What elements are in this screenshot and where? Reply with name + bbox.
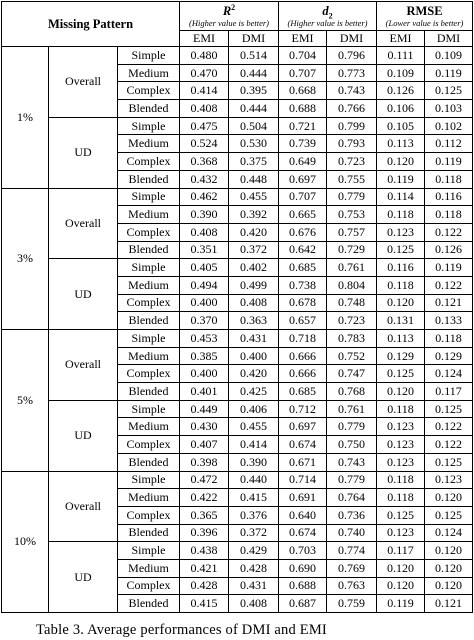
value-cell: 0.688 — [279, 100, 327, 118]
value-cell: 0.671 — [279, 453, 327, 471]
value-cell: 0.804 — [327, 276, 377, 294]
value-cell: 0.113 — [377, 330, 425, 348]
value-cell: 0.779 — [327, 188, 377, 206]
value-cell: 0.126 — [425, 241, 473, 259]
value-cell: 0.372 — [229, 524, 279, 542]
value-cell: 0.102 — [425, 117, 473, 135]
metric-r2-note: (Higher value is better) — [188, 18, 270, 28]
missing-rate-cell: 5% — [2, 330, 49, 472]
value-cell: 0.121 — [425, 294, 473, 312]
pattern-cell: Simple — [118, 400, 180, 418]
value-cell: 0.774 — [327, 542, 377, 560]
value-cell: 0.398 — [180, 453, 229, 471]
value-cell: 0.425 — [229, 383, 279, 401]
metric-rmse-note: (Lower value is better) — [385, 18, 464, 28]
value-cell: 0.125 — [425, 453, 473, 471]
table-row — [2, 188, 473, 206]
value-cell: 0.125 — [377, 365, 425, 383]
pattern-cell: Blended — [118, 595, 180, 613]
pattern-cell: Complex — [118, 365, 180, 383]
value-cell: 0.408 — [229, 294, 279, 312]
value-cell: 0.449 — [180, 400, 229, 418]
pattern-cell: Medium — [118, 418, 180, 436]
pattern-cell: Simple — [118, 542, 180, 560]
value-cell: 0.455 — [229, 418, 279, 436]
value-cell: 0.117 — [377, 542, 425, 560]
value-cell: 0.747 — [327, 365, 377, 383]
value-cell: 0.125 — [377, 506, 425, 524]
value-cell: 0.690 — [279, 559, 327, 577]
value-cell: 0.764 — [327, 489, 377, 507]
value-cell: 0.123 — [425, 471, 473, 489]
value-cell: 0.118 — [377, 471, 425, 489]
value-cell: 0.420 — [229, 365, 279, 383]
value-cell: 0.363 — [229, 312, 279, 330]
metric-d2-sub: 2 — [328, 11, 333, 21]
missing-rate-cell: 10% — [2, 471, 49, 613]
value-cell: 0.691 — [279, 489, 327, 507]
value-cell: 0.421 — [180, 559, 229, 577]
value-cell: 0.761 — [327, 259, 377, 277]
value-cell: 0.123 — [377, 524, 425, 542]
group-cell: UD — [49, 117, 118, 188]
value-cell: 0.103 — [425, 100, 473, 118]
value-cell: 0.688 — [279, 577, 327, 595]
value-cell: 0.697 — [279, 170, 327, 188]
metric-r2-sup: 2 — [231, 2, 236, 12]
pattern-cell: Medium — [118, 559, 180, 577]
value-cell: 0.453 — [180, 330, 229, 348]
value-cell: 0.444 — [229, 64, 279, 82]
value-cell: 0.118 — [425, 330, 473, 348]
value-cell: 0.676 — [279, 223, 327, 241]
pattern-cell: Simple — [118, 188, 180, 206]
value-cell: 0.125 — [425, 400, 473, 418]
value-cell: 0.414 — [180, 82, 229, 100]
value-cell: 0.121 — [425, 595, 473, 613]
value-cell: 0.123 — [377, 223, 425, 241]
value-cell: 0.649 — [279, 153, 327, 171]
table-row — [2, 47, 473, 65]
value-cell: 0.524 — [180, 135, 229, 153]
pattern-cell: Medium — [118, 347, 180, 365]
value-cell: 0.674 — [279, 436, 327, 454]
pattern-cell: Blended — [118, 170, 180, 188]
value-cell: 0.105 — [377, 117, 425, 135]
value-cell: 0.642 — [279, 241, 327, 259]
value-cell: 0.704 — [279, 47, 327, 65]
value-cell: 0.407 — [180, 436, 229, 454]
value-cell: 0.666 — [279, 365, 327, 383]
group-cell: Overall — [49, 47, 118, 118]
table-caption: Table 3. Average performances of DMI and EMI — [36, 622, 327, 638]
value-cell: 0.122 — [425, 276, 473, 294]
value-cell: 0.390 — [229, 453, 279, 471]
value-cell: 0.120 — [377, 153, 425, 171]
value-cell: 0.753 — [327, 206, 377, 224]
pattern-cell: Blended — [118, 524, 180, 542]
missing-pattern-header — [2, 2, 180, 47]
value-cell: 0.122 — [425, 436, 473, 454]
value-cell: 0.779 — [327, 471, 377, 489]
value-cell: 0.118 — [377, 489, 425, 507]
metric-d2-header — [279, 2, 377, 31]
value-cell: 0.120 — [377, 383, 425, 401]
value-cell: 0.120 — [425, 489, 473, 507]
value-cell: 0.408 — [180, 223, 229, 241]
value-cell: 0.120 — [377, 559, 425, 577]
value-cell: 0.119 — [425, 259, 473, 277]
value-cell: 0.755 — [327, 170, 377, 188]
value-cell: 0.757 — [327, 223, 377, 241]
value-cell: 0.415 — [180, 595, 229, 613]
group-cell: Overall — [49, 188, 118, 259]
value-cell: 0.703 — [279, 542, 327, 560]
value-cell: 0.118 — [377, 400, 425, 418]
pattern-cell: Blended — [118, 312, 180, 330]
table-row — [2, 117, 473, 135]
value-cell: 0.119 — [425, 153, 473, 171]
value-cell: 0.428 — [229, 559, 279, 577]
method-header: EMI — [180, 31, 229, 47]
value-cell: 0.438 — [180, 542, 229, 560]
value-cell: 0.408 — [229, 595, 279, 613]
value-cell: 0.123 — [377, 418, 425, 436]
value-cell: 0.109 — [425, 47, 473, 65]
value-cell: 0.129 — [425, 347, 473, 365]
pattern-cell: Complex — [118, 436, 180, 454]
pattern-cell: Blended — [118, 241, 180, 259]
value-cell: 0.668 — [279, 82, 327, 100]
value-cell: 0.723 — [327, 153, 377, 171]
value-cell: 0.116 — [377, 259, 425, 277]
metric-rmse-header — [377, 2, 473, 31]
value-cell: 0.718 — [279, 330, 327, 348]
value-cell: 0.743 — [327, 82, 377, 100]
value-cell: 0.480 — [180, 47, 229, 65]
value-cell: 0.674 — [279, 524, 327, 542]
value-cell: 0.122 — [425, 418, 473, 436]
group-cell: UD — [49, 259, 118, 330]
value-cell: 0.125 — [377, 241, 425, 259]
group-cell: UD — [49, 542, 118, 613]
value-cell: 0.405 — [180, 259, 229, 277]
value-cell: 0.118 — [377, 206, 425, 224]
value-cell: 0.408 — [180, 100, 229, 118]
value-cell: 0.430 — [180, 418, 229, 436]
value-cell: 0.750 — [327, 436, 377, 454]
value-cell: 0.687 — [279, 595, 327, 613]
pattern-cell: Complex — [118, 223, 180, 241]
table-row — [2, 330, 473, 348]
value-cell: 0.743 — [327, 453, 377, 471]
pattern-cell: Complex — [118, 153, 180, 171]
value-cell: 0.494 — [180, 276, 229, 294]
value-cell: 0.414 — [229, 436, 279, 454]
value-cell: 0.712 — [279, 400, 327, 418]
table-row — [2, 542, 473, 560]
value-cell: 0.131 — [377, 312, 425, 330]
pattern-cell: Simple — [118, 330, 180, 348]
value-cell: 0.429 — [229, 542, 279, 560]
value-cell: 0.123 — [377, 453, 425, 471]
value-cell: 0.759 — [327, 595, 377, 613]
value-cell: 0.475 — [180, 117, 229, 135]
value-cell: 0.769 — [327, 559, 377, 577]
value-cell: 0.504 — [229, 117, 279, 135]
pattern-cell: Simple — [118, 471, 180, 489]
value-cell: 0.123 — [377, 436, 425, 454]
pattern-cell: Blended — [118, 453, 180, 471]
value-cell: 0.666 — [279, 347, 327, 365]
value-cell: 0.431 — [229, 577, 279, 595]
metric-r2-header — [180, 2, 279, 31]
value-cell: 0.420 — [229, 223, 279, 241]
value-cell: 0.707 — [279, 64, 327, 82]
value-cell: 0.385 — [180, 347, 229, 365]
missing-pattern-label: Missing Pattern — [47, 16, 134, 31]
value-cell: 0.402 — [229, 259, 279, 277]
value-cell: 0.793 — [327, 135, 377, 153]
value-cell: 0.472 — [180, 471, 229, 489]
value-cell: 0.117 — [425, 383, 473, 401]
missing-rate-cell: 3% — [2, 188, 49, 330]
value-cell: 0.400 — [229, 347, 279, 365]
value-cell: 0.499 — [229, 276, 279, 294]
value-cell: 0.401 — [180, 383, 229, 401]
results-table — [1, 1, 473, 613]
value-cell: 0.120 — [425, 577, 473, 595]
pattern-cell: Simple — [118, 117, 180, 135]
value-cell: 0.514 — [229, 47, 279, 65]
missing-rate-cell: 1% — [2, 47, 49, 189]
value-cell: 0.455 — [229, 188, 279, 206]
value-cell: 0.125 — [425, 506, 473, 524]
value-cell: 0.729 — [327, 241, 377, 259]
value-cell: 0.740 — [327, 524, 377, 542]
value-cell: 0.120 — [377, 577, 425, 595]
method-header: DMI — [229, 31, 279, 47]
value-cell: 0.748 — [327, 294, 377, 312]
value-cell: 0.799 — [327, 117, 377, 135]
value-cell: 0.351 — [180, 241, 229, 259]
value-cell: 0.752 — [327, 347, 377, 365]
pattern-cell: Medium — [118, 135, 180, 153]
value-cell: 0.111 — [377, 47, 425, 65]
value-cell: 0.406 — [229, 400, 279, 418]
table-row — [2, 259, 473, 277]
value-cell: 0.120 — [377, 294, 425, 312]
value-cell: 0.470 — [180, 64, 229, 82]
value-cell: 0.432 — [180, 170, 229, 188]
value-cell: 0.685 — [279, 383, 327, 401]
metric-r2-name: R — [222, 4, 232, 18]
value-cell: 0.126 — [377, 82, 425, 100]
value-cell: 0.779 — [327, 418, 377, 436]
value-cell: 0.370 — [180, 312, 229, 330]
value-cell: 0.431 — [229, 330, 279, 348]
value-cell: 0.106 — [377, 100, 425, 118]
value-cell: 0.119 — [377, 170, 425, 188]
value-cell: 0.118 — [377, 276, 425, 294]
table-row — [2, 400, 473, 418]
value-cell: 0.372 — [229, 241, 279, 259]
value-cell: 0.783 — [327, 330, 377, 348]
value-cell: 0.120 — [425, 542, 473, 560]
value-cell: 0.396 — [180, 524, 229, 542]
metric-d2-name: d — [322, 4, 329, 18]
value-cell: 0.133 — [425, 312, 473, 330]
value-cell: 0.739 — [279, 135, 327, 153]
group-cell: UD — [49, 400, 118, 471]
value-cell: 0.678 — [279, 294, 327, 312]
value-cell: 0.113 — [377, 135, 425, 153]
table-body — [2, 47, 473, 613]
value-cell: 0.707 — [279, 188, 327, 206]
pattern-cell: Medium — [118, 276, 180, 294]
value-cell: 0.390 — [180, 206, 229, 224]
value-cell: 0.375 — [229, 153, 279, 171]
value-cell: 0.400 — [180, 365, 229, 383]
value-cell: 0.640 — [279, 506, 327, 524]
value-cell: 0.422 — [180, 489, 229, 507]
metric-rmse-name: RMSE — [406, 4, 443, 18]
pattern-cell: Complex — [118, 577, 180, 595]
pattern-cell: Medium — [118, 64, 180, 82]
value-cell: 0.118 — [425, 206, 473, 224]
value-cell: 0.365 — [180, 506, 229, 524]
method-header: DMI — [327, 31, 377, 47]
value-cell: 0.721 — [279, 117, 327, 135]
value-cell: 0.796 — [327, 47, 377, 65]
value-cell: 0.119 — [377, 595, 425, 613]
value-cell: 0.129 — [377, 347, 425, 365]
value-cell: 0.444 — [229, 100, 279, 118]
value-cell: 0.736 — [327, 506, 377, 524]
pattern-cell: Simple — [118, 259, 180, 277]
value-cell: 0.763 — [327, 577, 377, 595]
pattern-cell: Complex — [118, 82, 180, 100]
value-cell: 0.761 — [327, 400, 377, 418]
value-cell: 0.109 — [377, 64, 425, 82]
value-cell: 0.116 — [425, 188, 473, 206]
value-cell: 0.440 — [229, 471, 279, 489]
value-cell: 0.448 — [229, 170, 279, 188]
pattern-cell: Complex — [118, 294, 180, 312]
value-cell: 0.368 — [180, 153, 229, 171]
table-row — [2, 471, 473, 489]
value-cell: 0.665 — [279, 206, 327, 224]
value-cell: 0.428 — [180, 577, 229, 595]
value-cell: 0.723 — [327, 312, 377, 330]
value-cell: 0.415 — [229, 489, 279, 507]
value-cell: 0.124 — [425, 524, 473, 542]
pattern-cell: Blended — [118, 383, 180, 401]
value-cell: 0.376 — [229, 506, 279, 524]
value-cell: 0.124 — [425, 365, 473, 383]
value-cell: 0.125 — [425, 82, 473, 100]
value-cell: 0.122 — [425, 223, 473, 241]
method-header: DMI — [425, 31, 473, 47]
pattern-cell: Complex — [118, 506, 180, 524]
value-cell: 0.114 — [377, 188, 425, 206]
value-cell: 0.530 — [229, 135, 279, 153]
metric-d2-note: (Higher value is better) — [287, 18, 368, 28]
value-cell: 0.768 — [327, 383, 377, 401]
value-cell: 0.697 — [279, 418, 327, 436]
pattern-cell: Medium — [118, 206, 180, 224]
pattern-cell: Medium — [118, 489, 180, 507]
value-cell: 0.714 — [279, 471, 327, 489]
value-cell: 0.773 — [327, 64, 377, 82]
value-cell: 0.657 — [279, 312, 327, 330]
pattern-cell: Blended — [118, 100, 180, 118]
value-cell: 0.118 — [425, 170, 473, 188]
pattern-cell: Simple — [118, 47, 180, 65]
value-cell: 0.395 — [229, 82, 279, 100]
value-cell: 0.119 — [425, 64, 473, 82]
group-cell: Overall — [49, 330, 118, 401]
value-cell: 0.685 — [279, 259, 327, 277]
value-cell: 0.120 — [425, 559, 473, 577]
value-cell: 0.400 — [180, 294, 229, 312]
value-cell: 0.738 — [279, 276, 327, 294]
value-cell: 0.766 — [327, 100, 377, 118]
value-cell: 0.392 — [229, 206, 279, 224]
value-cell: 0.112 — [425, 135, 473, 153]
method-header: EMI — [279, 31, 327, 47]
group-cell: Overall — [49, 471, 118, 542]
value-cell: 0.462 — [180, 188, 229, 206]
method-header: EMI — [377, 31, 425, 47]
